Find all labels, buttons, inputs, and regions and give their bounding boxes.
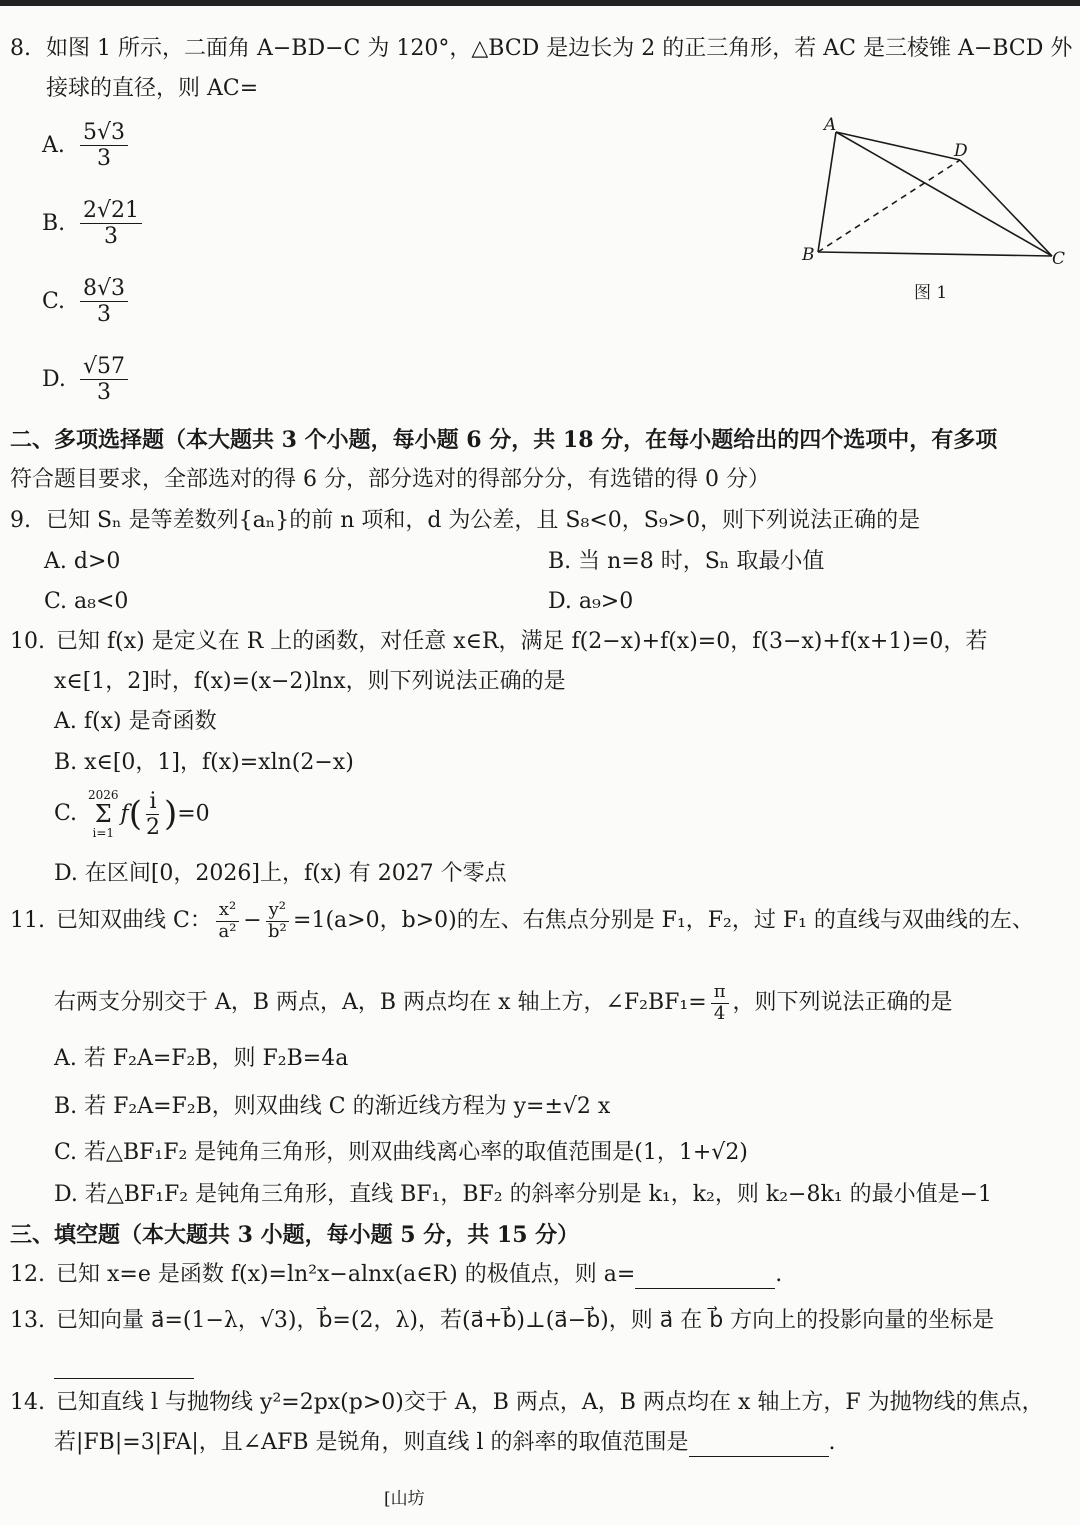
edge-bc: [818, 252, 1052, 256]
section2-line1: 二、多项选择题（本大题共 3 个小题，每小题 6 分，共 18 分，在每小题给出的四个选项中，有多项: [10, 427, 998, 453]
q13-answer-blank[interactable]: [54, 1352, 194, 1379]
label-d: D: [954, 141, 968, 161]
edge-bd-dashed: [818, 160, 960, 252]
q14-answer-blank[interactable]: [689, 1430, 829, 1457]
q14-line2: 若|FB|=3|FA|，且∠AFB 是锐角，则直线 l 的斜率的取值范围是 .: [54, 1430, 836, 1457]
label-b: B: [802, 245, 815, 265]
q10-line1: 10. 已知 f(x) 是定义在 R 上的函数，对任意 x∈R，满足 f(2−x)+f(x)=0，f(3−x)+f(x+1)=0，若: [10, 629, 988, 654]
q11-line2: 右两支分别交于 A，B 两点，A，B 两点均在 x 轴上方，∠F₂BF₁= $\frac{\pi}{4}$ ，则下列说法正确的是: [54, 981, 953, 1024]
q9-option-a: A. d>0: [44, 549, 121, 574]
q11-option-a: A. 若 F₂A=F₂B，则 F₂B=4a: [54, 1046, 349, 1071]
q9-option-c: C. a₈<0: [44, 589, 129, 614]
top-edge: [0, 0, 1080, 6]
q12-line: 12. 已知 x=e 是函数 f(x)=ln²x−alnx(a∈R) 的极值点，则 a= .: [10, 1262, 782, 1289]
section3-title: 三、填空题（本大题共 3 小题，每小题 5 分，共 15 分）: [10, 1222, 580, 1248]
q11-option-c: C. 若△BF₁F₂ 是钝角三角形，则双曲线离心率的取值范围是(1，1+√2): [54, 1140, 748, 1165]
q10-option-c: C. 2026 Σ i=1 f( $\frac{i}{2}$ )=0: [54, 788, 210, 841]
q8-stem-1: 如图 1 所示，二面角 A−BD−C 为 120°，△BCD 是边长为 2 的正三角形，若 AC 是三棱锥 A−BCD 外: [46, 36, 1073, 61]
label-c: C: [1052, 249, 1066, 269]
q9-stem: 9. 已知 Sₙ 是等差数列{aₙ}的前 n 项和，d 为公差，且 S₈<0，S₉>0，则下列说法正确的是: [10, 508, 921, 533]
q14-line1: 14. 已知直线 l 与抛物线 y²=2px(p>0)交于 A，B 两点，A，B 两点均在 x 轴上方，F 为抛物线的焦点，: [10, 1390, 1044, 1415]
summation: 2026 Σ i=1: [88, 788, 119, 841]
q8-option-c: C. $\frac{8√3}{3}$: [42, 276, 132, 328]
q11-option-d: D. 若△BF₁F₂ 是钝角三角形，直线 BF₁，BF₂ 的斜率分别是 k₁，k₂，则 k₂−8k₁ 的最小值是−1: [54, 1182, 993, 1207]
edge-dc: [960, 160, 1052, 256]
figure-1-caption: 图 1: [914, 283, 948, 303]
edge-ad: [836, 132, 960, 160]
section2-line2: 符合题目要求，全部选对的得 6 分，部分选对的得部分分，有选错的得 0 分）: [10, 467, 770, 492]
q9-option-d: D. a₉>0: [548, 589, 634, 614]
q8-option-d: D. $\frac{√57}{3}$: [42, 354, 132, 406]
q10-option-a: A. f(x) 是奇函数: [54, 709, 217, 734]
q8-option-b: B. $\frac{2√21}{3}$: [42, 198, 146, 250]
q11-line1: 11. 已知双曲线 C： $\frac{\text{x²}}{\text{a²}}$ − $\frac{\text{y²}}{\text{b²}}$ =1(a>0，b>0)的左、右焦点分别是 F₁，F₂，过 F₁ 的直线与双曲线的左、: [10, 899, 1034, 942]
figure-1-tetrahedron: [790, 110, 1080, 270]
q12-answer-blank[interactable]: [635, 1262, 775, 1289]
label-a: A: [824, 115, 837, 135]
edge-ac: [836, 132, 1052, 256]
edge-ab: [818, 132, 836, 252]
q11-option-b: B. 若 F₂A=F₂B，则双曲线 C 的渐近线方程为 y=±√2 x: [54, 1094, 611, 1119]
q8-number: 8.: [10, 36, 31, 61]
footer-mark: [山坊: [384, 1489, 425, 1509]
q13-line: 13. 已知向量 a⃗=(1−λ，√3)，b⃗=(2，λ)，若(a⃗+b⃗)⊥(a⃗−b⃗)，则 a⃗ 在 b⃗ 方向上的投影向量的坐标是: [10, 1308, 995, 1333]
q10-option-d: D. 在区间[0，2026]上，f(x) 有 2027 个零点: [54, 861, 507, 886]
q10-option-b: B. x∈[0，1]，f(x)=xln(2−x): [54, 750, 354, 775]
q8-option-a: A. $\frac{5√3}{3}$: [42, 120, 132, 172]
q8-line1: [10, 36, 1072, 62]
q10-line2: x∈[1，2]时，f(x)=(x−2)lnx，则下列说法正确的是: [54, 669, 566, 694]
q8-line2: 接球的直径，则 AC=: [46, 76, 259, 101]
q9-option-b: B. 当 n=8 时，Sₙ 取最小值: [548, 549, 825, 574]
